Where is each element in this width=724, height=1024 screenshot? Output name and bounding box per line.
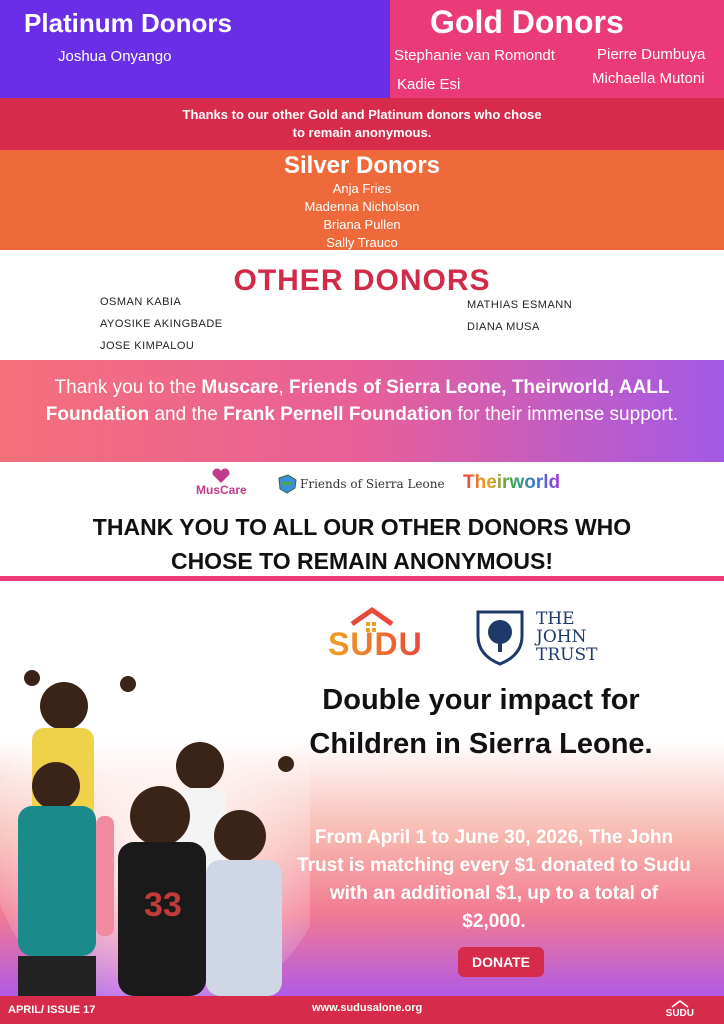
john-trust-logo-text bbox=[536, 610, 597, 664]
issue-label: APRIL/ ISSUE 17 bbox=[8, 1004, 96, 1016]
theirworld-logo-text: Theirworld bbox=[463, 472, 561, 493]
footer-logo-text: SUDU bbox=[665, 1008, 694, 1019]
other-donor: MATHIAS ESMANN bbox=[467, 299, 573, 311]
gold-donors-panel bbox=[390, 0, 724, 98]
muscare-logo bbox=[196, 468, 247, 497]
sudu-logo bbox=[326, 606, 450, 663]
support-org: Frank Pernell Foundation bbox=[223, 404, 453, 425]
trust-line: TRUST bbox=[536, 645, 598, 665]
support-text: Thank you to the bbox=[54, 377, 202, 398]
anonymous-note-line1 bbox=[0, 106, 724, 124]
silver-donor: Madenna Nicholson bbox=[304, 199, 420, 214]
silver-donors-panel bbox=[0, 150, 724, 250]
anonymous-note bbox=[0, 98, 724, 150]
platinum-donors-panel bbox=[0, 0, 390, 98]
note-text: Platinum donors bbox=[368, 107, 471, 122]
platinum-title: Platinum Donors bbox=[24, 8, 233, 38]
silver-title: Silver Donors bbox=[283, 152, 441, 179]
promo-body: From April 1 to June 30, 2026, The John Trust is matching every $1 donated to Sudu with an additional $1, up to a total of $2,000. bbox=[297, 827, 691, 932]
other-donor: OSMAN KABIA bbox=[100, 296, 182, 308]
promo-headline: Double your impact for Children in Sierra Leone. bbox=[309, 684, 653, 760]
silver-donor: Briana Pullen bbox=[323, 217, 401, 232]
heart-icon bbox=[211, 468, 231, 484]
other-donor: DIANA MUSA bbox=[467, 321, 540, 333]
theirworld-logo bbox=[463, 472, 560, 494]
gold-title: Gold Donors bbox=[430, 4, 624, 40]
trust-line: THE bbox=[536, 609, 575, 629]
platinum-donor: Joshua Onyango bbox=[58, 48, 172, 65]
john-trust-logo bbox=[474, 608, 597, 666]
anonymous-banner-line1: THANK YOU TO ALL OUR OTHER DONORS WHO bbox=[92, 514, 632, 540]
other-donor: JOSE KIMPALOU bbox=[100, 340, 195, 352]
footer bbox=[0, 996, 724, 1024]
note-text: and bbox=[337, 107, 369, 122]
other-donors-panel bbox=[0, 250, 724, 360]
gold-donor: Pierre Dumbuya bbox=[597, 46, 706, 63]
support-text: for their immense support. bbox=[452, 404, 679, 425]
partner-logos bbox=[0, 462, 724, 508]
fosl-logo-text: Friends of Sierra Leone bbox=[300, 477, 445, 491]
anonymous-note-line2: to remain anonymous. bbox=[292, 125, 432, 140]
note-text: Gold bbox=[308, 107, 338, 122]
divider bbox=[0, 576, 724, 581]
house-roof-icon bbox=[669, 1000, 691, 1008]
tree-shield-icon bbox=[474, 608, 526, 666]
sudu-logo-text: SUDU bbox=[328, 626, 423, 662]
trust-line: JOHN bbox=[536, 627, 587, 647]
anonymous-donors-banner bbox=[0, 508, 724, 578]
website-link[interactable]: www.sudusalone.org bbox=[312, 1002, 423, 1014]
gold-donor: Michaella Mutoni bbox=[592, 70, 705, 87]
svg-text:33: 33 bbox=[144, 886, 182, 924]
donate-button[interactable]: DONATE bbox=[458, 947, 544, 977]
gold-donor: Kadie Esi bbox=[397, 76, 461, 93]
note-text: Thanks to our other bbox=[182, 107, 309, 122]
silver-donor: Anja Fries bbox=[332, 181, 392, 196]
support-banner bbox=[0, 360, 724, 462]
gold-donor: Stephanie van Romondt bbox=[394, 47, 555, 64]
support-text: and the bbox=[149, 404, 224, 425]
children-photo bbox=[0, 666, 310, 996]
anonymous-banner-line2: CHOSE TO REMAIN ANONYMOUS! bbox=[170, 548, 554, 574]
fosl-logo bbox=[276, 474, 445, 494]
other-donor: AYOSIKE AKINGBADE bbox=[100, 318, 223, 330]
support-org: Muscare bbox=[201, 377, 279, 398]
silver-donor: Sally Trauco bbox=[326, 235, 398, 250]
matching-promo bbox=[0, 584, 724, 996]
note-text: who chose bbox=[470, 107, 542, 122]
sierra-leone-map-icon bbox=[276, 474, 298, 494]
muscare-logo-text: MusCare bbox=[196, 483, 247, 497]
footer-sudu-logo bbox=[666, 1000, 694, 1019]
support-text: , bbox=[278, 377, 290, 398]
support-org: Friends of Sierra Leone, Theirworld, AALL Foundation bbox=[45, 377, 670, 425]
other-donors-title: OTHER DONORS bbox=[233, 264, 491, 297]
